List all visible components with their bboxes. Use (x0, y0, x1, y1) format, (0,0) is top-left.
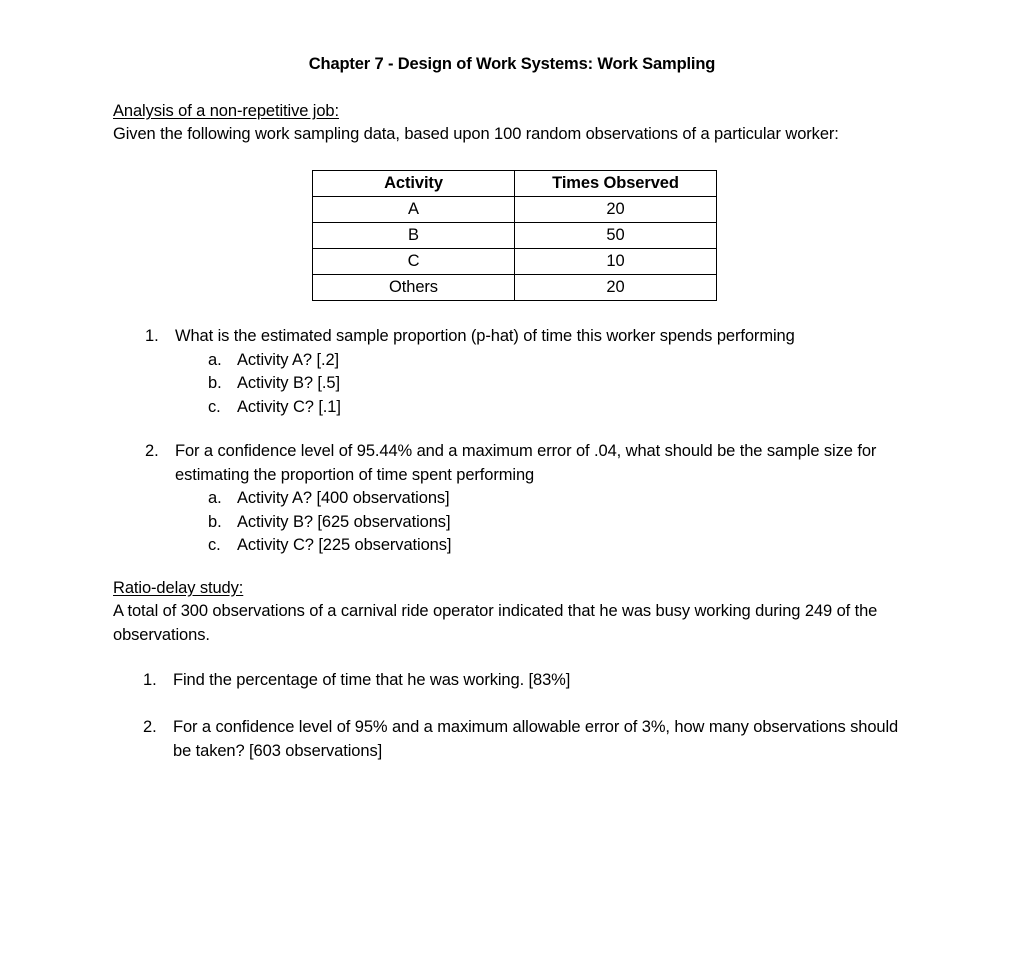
section-heading-analysis: Analysis of a non-repetitive job: (113, 102, 339, 120)
table-row (313, 223, 717, 249)
list-marker: 2. (145, 442, 159, 460)
list-marker: c. (208, 536, 221, 554)
list-marker: c. (208, 397, 221, 416)
list-item-text: Activity A? [.2] (237, 350, 340, 369)
list-item-text: Activity B? [.5] (237, 374, 340, 392)
table-header-row (313, 171, 717, 197)
list-marker: b. (208, 374, 222, 392)
table-cell-times: 20 (515, 197, 717, 223)
list-marker: 2. (143, 718, 157, 736)
table-row (313, 275, 717, 301)
table-header-activity: Activity (313, 171, 515, 197)
list-item-text: Activity B? [625 observations] (237, 512, 451, 531)
table-cell-activity: C (313, 249, 515, 275)
table-cell-activity: B (313, 223, 515, 249)
list-item-text: Find the percentage of time that he was working. [83%] (173, 671, 571, 689)
list-item-text: Activity A? [400 observations] (237, 489, 450, 507)
table-row (313, 197, 717, 223)
table-cell-times: 20 (515, 275, 717, 301)
list-marker: 1. (143, 671, 157, 689)
list-marker: a. (208, 489, 222, 507)
table-cell-times: 10 (515, 249, 717, 275)
list-item-text: Activity C? [225 observations] (237, 536, 452, 554)
section-heading-ratio-delay: Ratio-delay study: (113, 579, 244, 597)
section-intro-analysis: Given the following work sampling data, based upon 100 random observations of a particular worker: (113, 125, 839, 143)
list-item-text: For a confidence level of 95% and a maximum allowable error of 3%, how many observations should be taken? [603 observations] (173, 718, 899, 760)
list-item-text: For a confidence level of 95.44% and a maximum error of .04, what should be the sample size for estimating the proportion of time spent performing (175, 442, 877, 484)
list-marker: b. (208, 512, 222, 531)
list-marker: 1. (145, 327, 159, 345)
work-sampling-table (312, 170, 717, 301)
page-title: Chapter 7 - Design of Work Systems: Work Sampling (308, 55, 716, 73)
list-item-text: Activity C? [.1] (237, 397, 341, 416)
table-cell-times: 50 (515, 223, 717, 249)
table-header-times-observed: Times Observed (515, 171, 717, 197)
section-intro-ratio-delay: A total of 300 observations of a carnival ride operator indicated that he was busy working during 249 of the observations. (113, 602, 878, 644)
table-cell-activity: A (313, 197, 515, 223)
table-row (313, 249, 717, 275)
list-item-text: What is the estimated sample proportion (p-hat) of time this worker spends performing (175, 327, 795, 345)
table-cell-activity: Others (313, 275, 515, 301)
list-marker: a. (208, 350, 222, 369)
